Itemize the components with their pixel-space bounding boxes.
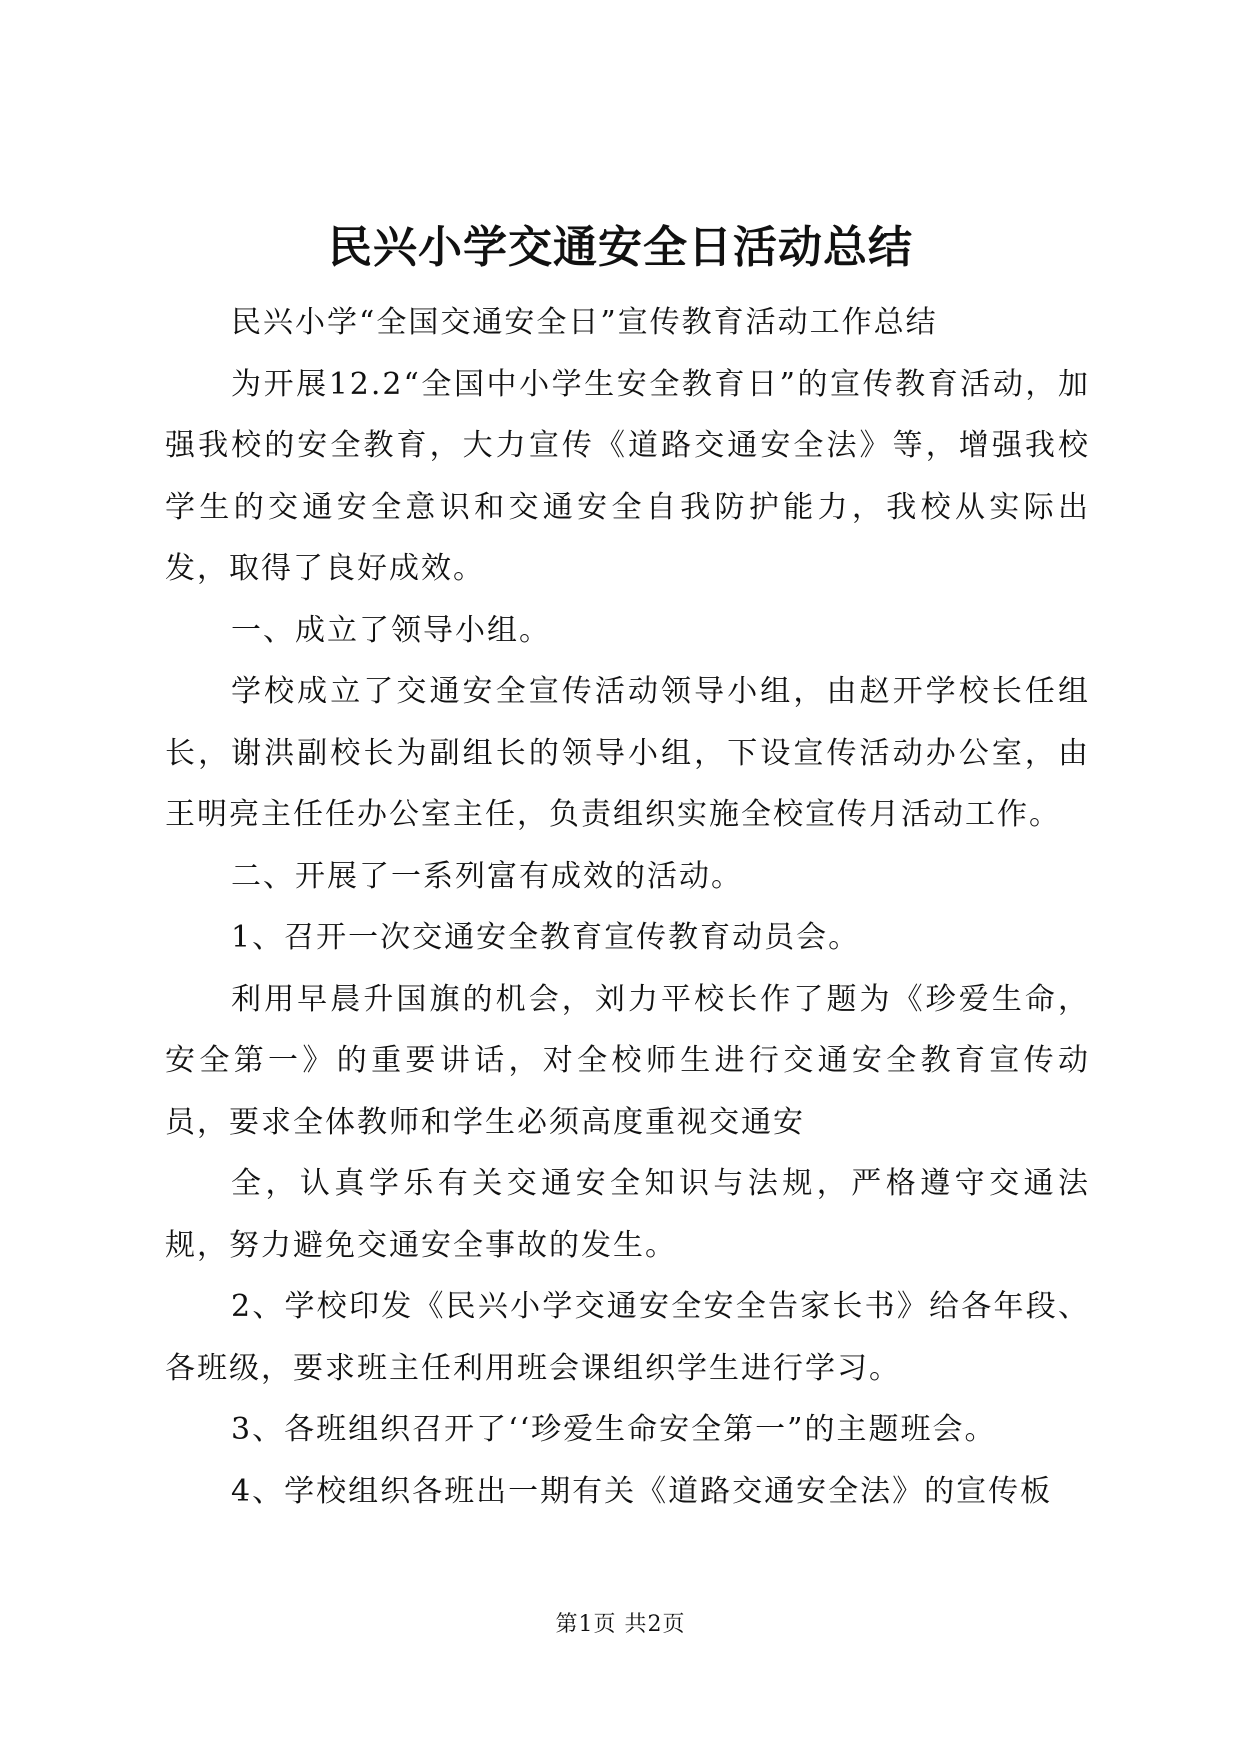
section-heading-2: 二、开展了一系列富有成效的活动。 [231, 858, 743, 894]
list-item-3: 3、各班组织召开了‘‘珍爱生命安全第一”的主题班会。 [231, 1412, 997, 1447]
list-item-4: 4、学校组织各班出一期有关《道路交通安全法》的宣传板 [231, 1473, 1053, 1509]
page-footer: 第1页 共2页 [555, 1612, 686, 1637]
subtitle-paragraph: 民兴小学“全国交通安全日”宣传教育活动工作总结 [231, 305, 938, 340]
document-body [165, 292, 1090, 1522]
list-item-1: 1、召开一次交通安全教育宣传教育动员会。 [231, 920, 861, 955]
list-item-2: 2、学校印发《民兴小学交通安全安全告家长书》给各年段、各班级，要求班主任利用班会课组织学生进行学习。 [165, 1289, 1090, 1386]
body-paragraph: 利用早晨升国旗的机会，刘力平校长作了题为《珍爱生命，安全第一》的重要讲话，对全校师生进行交通安全教育宣传动员，要求全体教师和学生必须高度重视交通安 [165, 981, 1090, 1140]
intro-paragraph: 为开展12.2“全国中小学生安全教育日”的宣传教育活动，加强我校的安全教育，大力宣传《道路交通安全法》等，增强我校学生的交通安全意识和交通安全自我防护能力，我校从实际出发，取得了良好成效。 [165, 366, 1090, 586]
document-title: 民兴小学交通安全日活动总结 [328, 222, 913, 273]
body-paragraph: 全，认真学乐有关交通安全知识与法规，严格遵守交通法规，努力避免交通安全事故的发生。 [165, 1166, 1090, 1263]
body-paragraph: 学校成立了交通安全宣传活动领导小组，由赵开学校长任组长，谢洪副校长为副组长的领导小组，下设宣传活动办公室，由王明亮主任任办公室主任，负责组织实施全校宣传月活动工作。 [165, 674, 1090, 832]
section-heading-1: 一、成立了领导小组。 [231, 612, 551, 648]
